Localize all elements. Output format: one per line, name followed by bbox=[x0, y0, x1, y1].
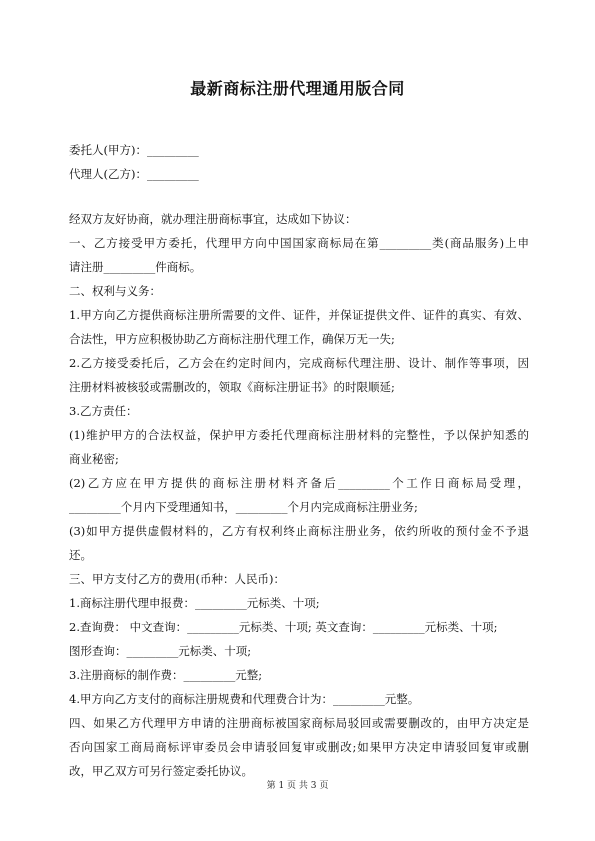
client-line: 委托人(甲方)：_________ bbox=[69, 143, 199, 157]
clause-4-line-3: 改，甲乙双方可另行签定委托协议。 bbox=[69, 764, 253, 778]
clause-2-item-2-line-2: 注册材料被核驳或需删改的，领取《商标注册证书》的时限顺延; bbox=[69, 380, 395, 394]
agent-line: 代理人(乙方)：_________ bbox=[69, 167, 199, 181]
duty-2-line-1: (2)乙方应在甲方提供的商标注册材料齐备后_________个工作日商标局受理， bbox=[69, 476, 529, 490]
clause-1-line-2: 请注册_________件商标。 bbox=[69, 260, 202, 274]
document-title: 最新商标注册代理通用版合同 bbox=[190, 79, 405, 98]
clause-2-item-1-line-1: 1.甲方向乙方提供商标注册所需要的文件、证件，并保证提供文件、证件的真实、有效、 bbox=[69, 308, 529, 322]
fee-3-line: 3.注册商标的制作费：_________元整; bbox=[69, 668, 263, 682]
fee-2-line-2: 图形查询：_________元标类、十项; bbox=[69, 644, 252, 658]
duty-3-line-1: (3)如甲方提供虚假材料的，乙方有权利终止商标注册业务，依约所收的预付金不予退 bbox=[69, 524, 529, 538]
duty-1-line-1: (1)维护甲方的合法权益，保护甲方委托代理商标注册材料的完整性，予以保护知悉的 bbox=[69, 428, 529, 442]
page-number: 第 1 页 共 3 页 bbox=[266, 781, 329, 791]
duty-3-line-2: 还。 bbox=[69, 548, 92, 562]
fee-2-line-1: 2.查询费： 中文查询：_________元标类、十项; 英文查询：_________元标类、十项; bbox=[69, 620, 498, 634]
duty-2-line-2: _________个月内下受理通知书，_________个月内完成商标注册业务; bbox=[69, 500, 418, 514]
clause-3-heading: 三、甲方支付乙方的费用(币种：人民币)： bbox=[69, 572, 285, 586]
clause-2-item-1-line-2: 合法性，甲方应积极协助乙方商标注册代理工作，确保万无一失; bbox=[69, 332, 395, 346]
clause-2-item-2-line-1: 2.乙方接受委托后，乙方会在约定时间内，完成商标代理注册、设计、制作等事项，因 bbox=[69, 356, 529, 370]
fee-4-line: 4.甲方向乙方支付的商标注册规费和代理费合计为：_________元整。 bbox=[69, 692, 420, 706]
clause-1-line-1: 一、乙方接受甲方委托，代理甲方向中国国家商标局在第_________类(商品服务)上申 bbox=[69, 236, 529, 250]
clause-2-heading: 二、权利与义务： bbox=[69, 284, 161, 298]
fee-1-line: 1.商标注册代理申报费：_________元标类、十项; bbox=[69, 596, 320, 610]
clause-4-line-1: 四、如果乙方代理甲方申请的注册商标被国家商标局驳回或需要删改的，由甲方决定是 bbox=[69, 716, 529, 730]
clause-4-line-2: 否向国家工商局商标评审委员会申请驳回复审或删改;如果甲方决定申请驳回复审或删 bbox=[69, 740, 529, 754]
duty-1-line-2: 商业秘密; bbox=[69, 452, 119, 466]
intro-line: 经双方友好协商，就办理注册商标事宜，达成如下协议： bbox=[69, 212, 357, 226]
clause-2-item-3-heading: 3.乙方责任： bbox=[69, 404, 138, 418]
